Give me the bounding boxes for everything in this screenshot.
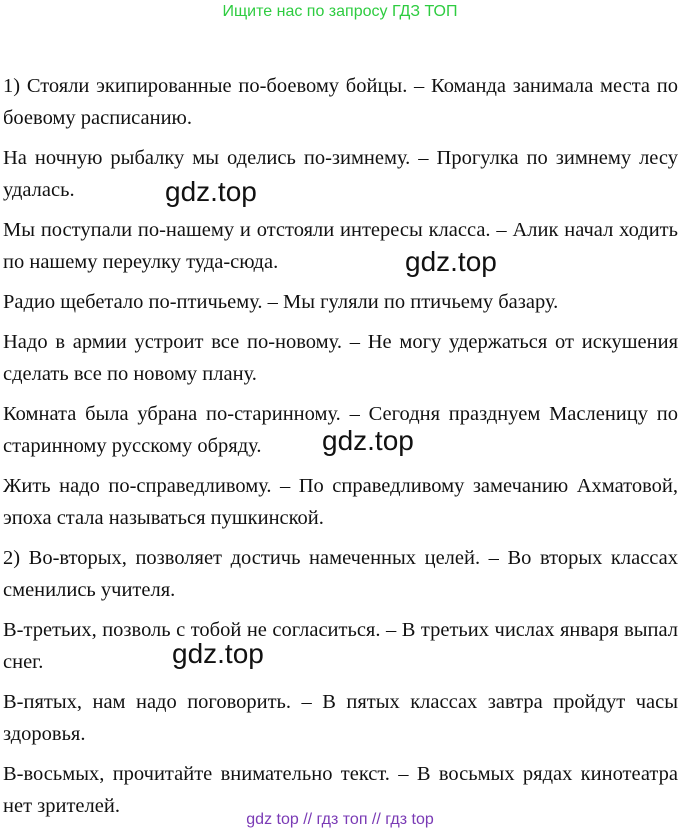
paragraph-8: 2) Во-вторых, позволяет достичь намеченных целей. – Во вторых классах сменились учителя. bbox=[3, 547, 678, 601]
paragraph-9: В-третьих, позволь с тобой не согласиться. – В третьих числах января выпал снег. bbox=[3, 619, 678, 673]
paragraph-3: Мы поступали по-нашему и отстояли интересы класса. – Алик начал ходить по нашему переулку туда-сюда. bbox=[3, 219, 678, 273]
paragraph-2: На ночную рыбалку мы оделись по-зимнему. – Прогулка по зимнему лесу удалась. bbox=[3, 147, 678, 201]
footer-banner: gdz top // гдз топ // гдз top bbox=[246, 811, 434, 828]
watermark-4: gdz.top bbox=[172, 638, 264, 669]
header-banner: Ищите нас по запросу ГДЗ ТОП bbox=[222, 3, 458, 20]
paragraph-11: В-восьмых, прочитайте внимательно текст. – В восьмых рядах кинотеатра нет зрителей. bbox=[3, 763, 678, 817]
paragraph-5: Надо в армии устроит все по-новому. – Не могу удержаться от искушения сделать все по новому плану. bbox=[3, 331, 678, 385]
paragraph-10: В-пятых, нам надо поговорить. – В пятых классах завтра пройдут часы здоровья. bbox=[3, 691, 678, 745]
watermark-3: gdz.top bbox=[322, 425, 414, 456]
paragraph-6: Комната была убрана по-старинному. – Сегодня празднуем Масленицу по старинному русскому обряду. bbox=[3, 403, 678, 457]
watermark-1: gdz.top bbox=[165, 176, 257, 207]
paragraph-7: Жить надо по-справедливому. – По справедливому замечанию Ахматовой, эпоха стала называться пушкинской. bbox=[3, 475, 678, 529]
watermark-2: gdz.top bbox=[405, 246, 497, 277]
paragraph-1: 1) Стояли экипированные по-боевому бойцы. – Команда занимала места по боевому расписанию. bbox=[3, 75, 678, 129]
paragraph-4: Радио щебетало по-птичьему. – Мы гуляли по птичьему базару. bbox=[3, 291, 559, 313]
